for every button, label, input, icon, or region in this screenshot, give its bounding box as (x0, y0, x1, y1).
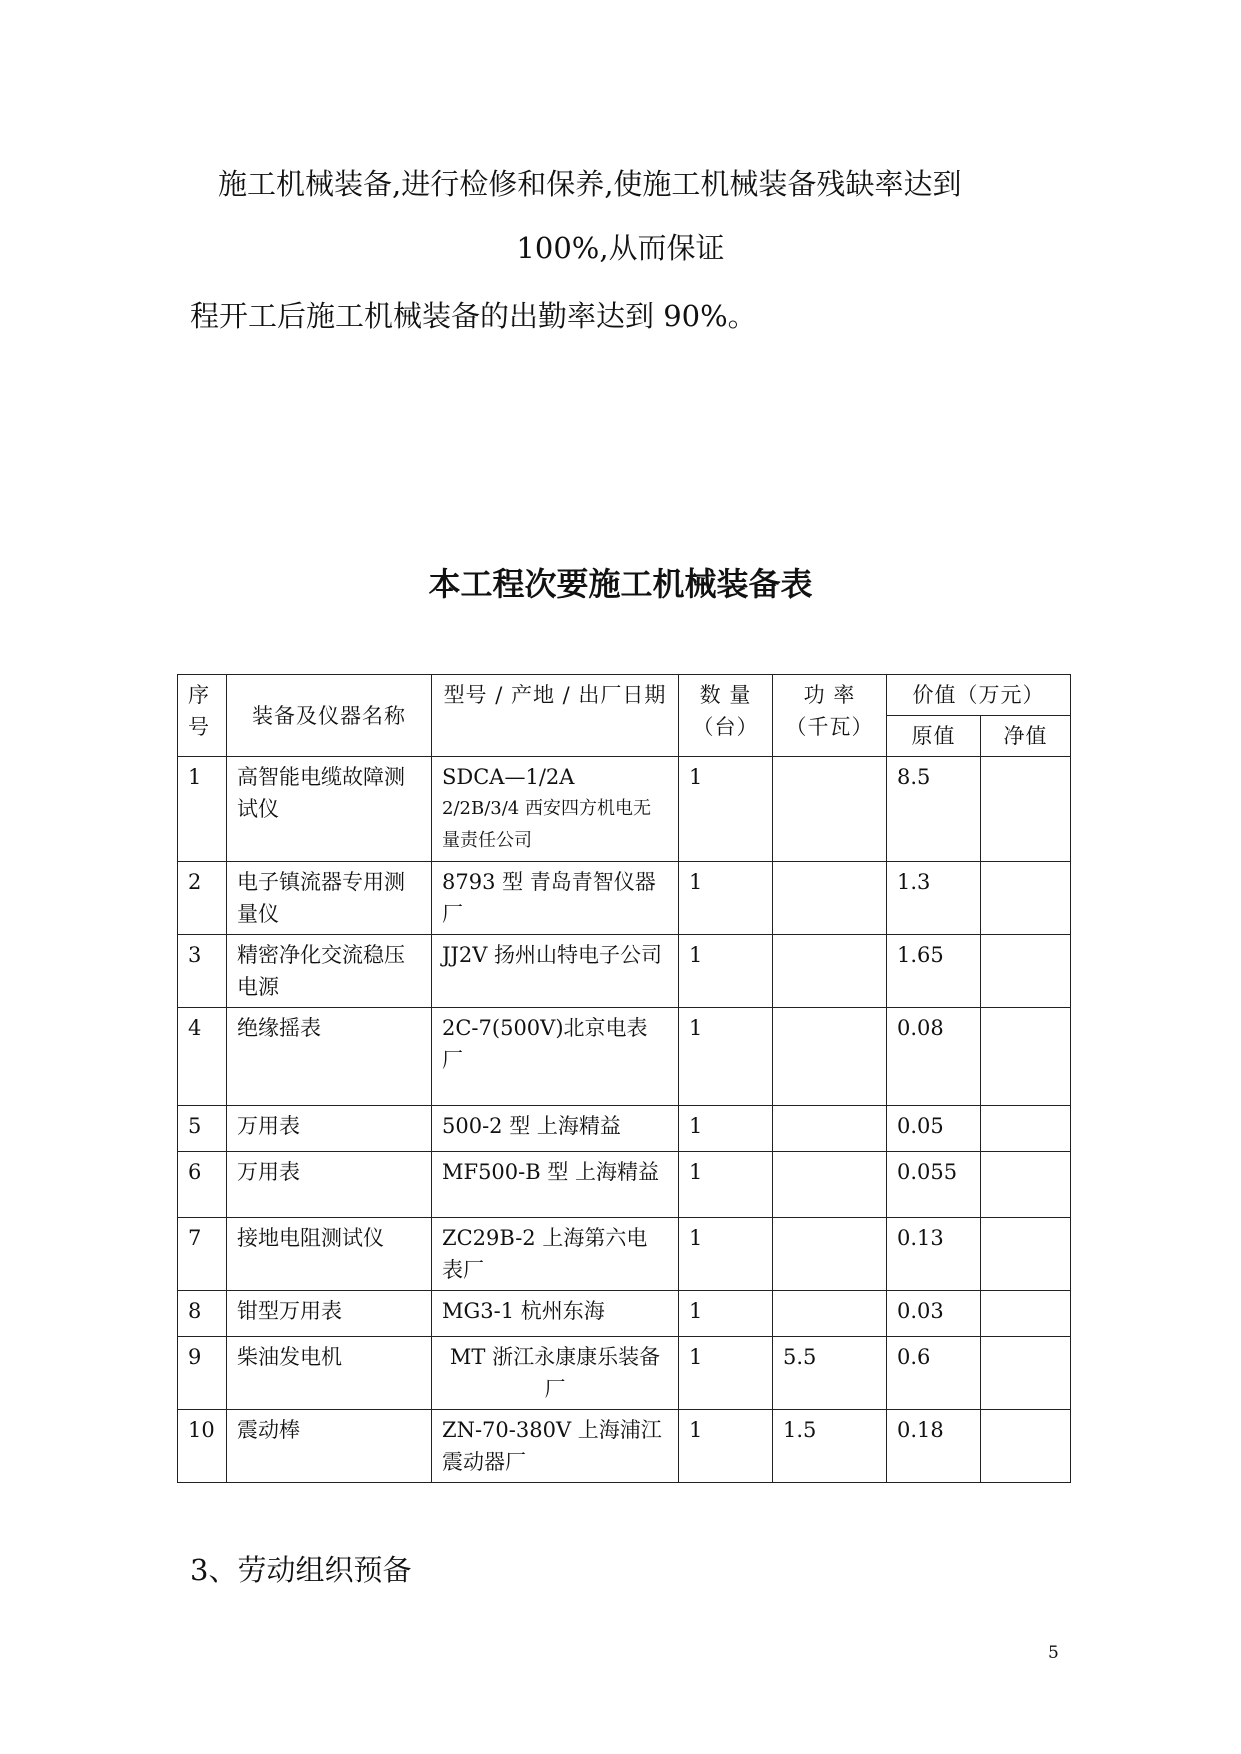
cell-power (773, 1291, 887, 1337)
equipment-table (177, 674, 1071, 1483)
cell-net (981, 1106, 1071, 1152)
table-row (178, 935, 1071, 1008)
table-row (178, 1106, 1071, 1152)
cell-power (773, 862, 887, 935)
cell-qty: 1 (679, 1410, 773, 1483)
cell-power (773, 1008, 887, 1106)
header-model: 型号 / 产地 / 出厂日期 (432, 675, 679, 757)
cell-model: MF500-B 型 上海精益 (432, 1152, 679, 1218)
header-value: 价值（万元） (887, 675, 1071, 716)
cell-power: 1.5 (773, 1410, 887, 1483)
cell-net (981, 1337, 1071, 1410)
cell-no: 5 (178, 1106, 227, 1152)
cell-net (981, 1152, 1071, 1218)
cell-name: 钳型万用表 (227, 1291, 432, 1337)
paragraph-line-3: 程开工后施工机械装备的出勤率达到 90%。 (190, 299, 757, 333)
cell-no: 3 (178, 935, 227, 1008)
cell-name: 接地电阻测试仪 (227, 1218, 432, 1291)
cell-net (981, 862, 1071, 935)
table-row (178, 1152, 1071, 1218)
table-row (178, 862, 1071, 935)
cell-net (981, 1008, 1071, 1106)
cell-model: MT 浙江永康康乐装备厂 (432, 1337, 679, 1410)
cell-net (981, 757, 1071, 862)
cell-no: 7 (178, 1218, 227, 1291)
cell-no: 2 (178, 862, 227, 935)
cell-name: 高智能电缆故障测试仪 (227, 757, 432, 862)
cell-qty: 1 (679, 1008, 773, 1106)
header-net: 净值 (981, 716, 1071, 757)
cell-name: 万用表 (227, 1152, 432, 1218)
cell-original: 0.13 (887, 1218, 981, 1291)
cell-no: 1 (178, 757, 227, 862)
table-row (178, 1008, 1071, 1106)
table-title: 本工程次要施工机械装备表 (428, 565, 813, 603)
cell-power (773, 1218, 887, 1291)
cell-name: 电子镇流器专用测量仪 (227, 862, 432, 935)
cell-name: 震动棒 (227, 1410, 432, 1483)
cell-power (773, 757, 887, 862)
cell-net (981, 1291, 1071, 1337)
cell-power (773, 1152, 887, 1218)
cell-no: 10 (178, 1410, 227, 1483)
cell-model-line: SDCA—1/2A (442, 765, 575, 789)
header-name: 装备及仪器名称 (227, 675, 432, 757)
cell-original: 0.08 (887, 1008, 981, 1106)
cell-qty: 1 (679, 1337, 773, 1410)
cell-original: 0.05 (887, 1106, 981, 1152)
cell-name: 万用表 (227, 1106, 432, 1152)
table-header-row (178, 675, 1071, 716)
cell-no: 8 (178, 1291, 227, 1337)
cell-no: 4 (178, 1008, 227, 1106)
cell-original: 1.3 (887, 862, 981, 935)
cell-original: 0.03 (887, 1291, 981, 1337)
cell-qty: 1 (679, 1291, 773, 1337)
cell-qty: 1 (679, 757, 773, 862)
cell-model-extra: 2/2B/3/4 西安四方机电无量责任公司 (442, 798, 651, 851)
cell-name: 绝缘摇表 (227, 1008, 432, 1106)
header-original: 原值 (887, 716, 981, 757)
paragraph-line-1: 施工机械装备,进行检修和保养,使施工机械装备残缺率达到 (218, 167, 962, 201)
cell-original: 1.65 (887, 935, 981, 1008)
table-row (178, 1410, 1071, 1483)
cell-model: JJ2V 扬州山特电子公司 (432, 935, 679, 1008)
header-qty: 数 量（台） (679, 675, 773, 757)
cell-power (773, 935, 887, 1008)
cell-qty: 1 (679, 1152, 773, 1218)
cell-model: 2C-7(500V)北京电表厂 (432, 1008, 679, 1106)
cell-original: 0.18 (887, 1410, 981, 1483)
paragraph-line-2: 100%,从而保证 (516, 231, 725, 265)
cell-model: MG3-1 杭州东海 (432, 1291, 679, 1337)
cell-model: 8793 型 青岛青智仪器厂 (432, 862, 679, 935)
page-number: 5 (1048, 1643, 1059, 1663)
cell-model: ZN-70-380V 上海浦江震动器厂 (432, 1410, 679, 1483)
cell-model (432, 757, 679, 862)
cell-net (981, 935, 1071, 1008)
cell-net (981, 1410, 1071, 1483)
cell-original: 8.5 (887, 757, 981, 862)
cell-name: 柴油发电机 (227, 1337, 432, 1410)
cell-qty: 1 (679, 862, 773, 935)
cell-power (773, 1106, 887, 1152)
cell-no: 6 (178, 1152, 227, 1218)
cell-net (981, 1218, 1071, 1291)
cell-qty: 1 (679, 1218, 773, 1291)
cell-qty: 1 (679, 1106, 773, 1152)
cell-original: 0.055 (887, 1152, 981, 1218)
header-power: 功 率（千瓦） (773, 675, 887, 757)
table-row (178, 1218, 1071, 1291)
header-no: 序号 (178, 675, 227, 757)
table-row (178, 1337, 1071, 1410)
cell-original: 0.6 (887, 1337, 981, 1410)
table-row (178, 1291, 1071, 1337)
table-row (178, 757, 1071, 862)
section-heading: 3、劳动组织预备 (190, 1553, 412, 1587)
cell-qty: 1 (679, 935, 773, 1008)
cell-no: 9 (178, 1337, 227, 1410)
cell-power: 5.5 (773, 1337, 887, 1410)
cell-model: 500-2 型 上海精益 (432, 1106, 679, 1152)
cell-name: 精密净化交流稳压电源 (227, 935, 432, 1008)
cell-model: ZC29B-2 上海第六电表厂 (432, 1218, 679, 1291)
